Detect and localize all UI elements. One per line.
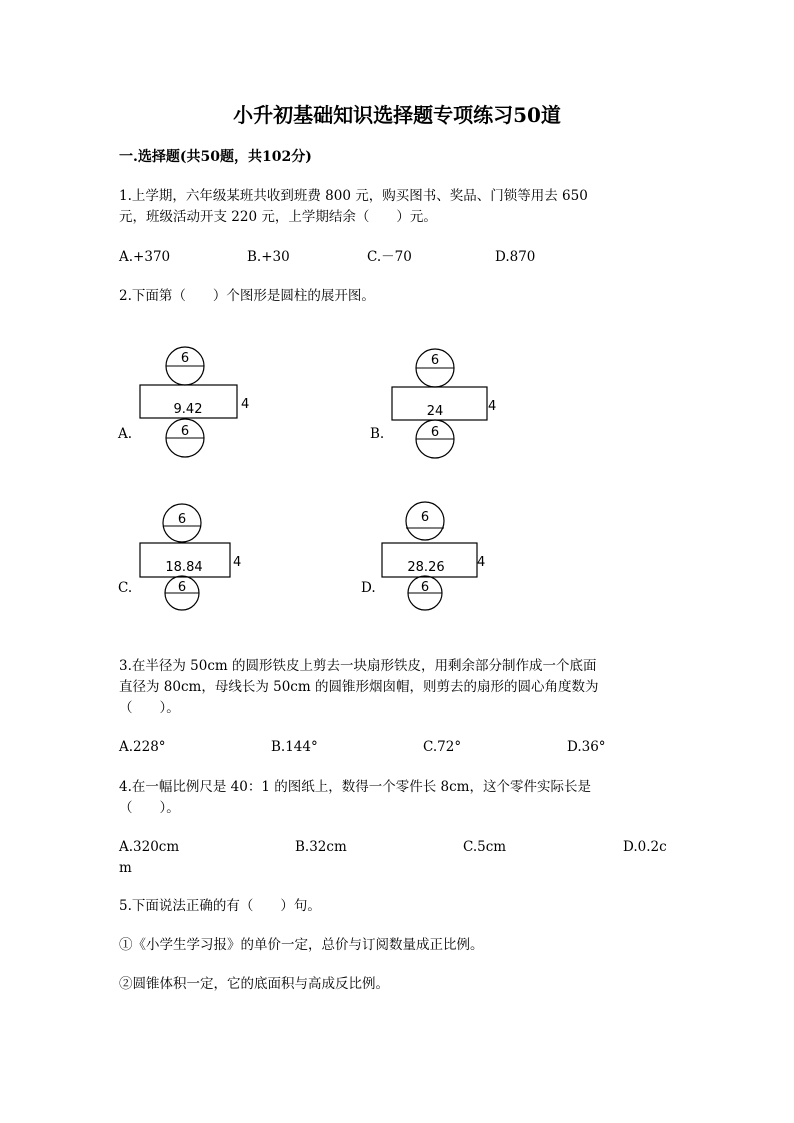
bottom-circle-label: 6 (430, 425, 440, 440)
question-3-line-3: （ ）。 (119, 700, 180, 716)
figure-c-label[interactable]: C. (118, 580, 133, 596)
top-circle-label: 6 (177, 512, 187, 527)
figure-c-cylinder-net (115, 505, 255, 605)
question-3-option-c[interactable]: C.72° (423, 739, 462, 755)
rectangle-height-label: 4 (477, 555, 486, 570)
question-4-line-2: （ ）。 (119, 800, 180, 816)
question-1-option-b[interactable]: B.+30 (247, 249, 290, 265)
rectangle-length-label: 9.42 (173, 402, 203, 417)
question-4-option-d[interactable]: D.0.2c (623, 839, 667, 855)
question-1-option-d[interactable]: D.870 (495, 249, 536, 265)
question-3-option-a[interactable]: A.228° (119, 739, 166, 755)
section-heading: 一.选择题(共50题，共102分) (119, 149, 312, 165)
figure-b-label[interactable]: B. (370, 426, 385, 442)
question-4-option-b[interactable]: B.32cm (295, 839, 347, 855)
question-1-option-c[interactable]: C.－70 (367, 249, 412, 265)
question-3-line-2: 直径为 80cm，母线长为 50cm 的圆锥形烟囱帽，则剪去的扇形的圆心角度数为 (119, 679, 599, 695)
rectangle-length-label: 28.26 (407, 560, 445, 575)
question-4-option-d-wrap: m (119, 860, 132, 876)
top-circle-label: 6 (180, 351, 190, 366)
bottom-circle-label: 6 (180, 424, 190, 439)
top-circle-label: 6 (430, 353, 440, 368)
rectangle-height-label: 4 (233, 555, 242, 570)
bottom-circle-label: 6 (177, 580, 187, 595)
top-circle-label: 6 (420, 510, 430, 525)
rectangle-height-label: 4 (488, 399, 497, 414)
question-2-text: 2.下面第（ ）个图形是圆柱的展开图。 (119, 288, 375, 304)
figure-a-cylinder-net (115, 340, 255, 465)
question-1-line-1: 1.上学期，六年级某班共收到班费 800 元，购买图书、奖品、门锁等用去 650 (119, 188, 588, 204)
question-3-option-d[interactable]: D.36° (567, 739, 606, 755)
figure-b-cylinder-net (367, 340, 507, 465)
question-4-option-a[interactable]: A.320cm (119, 839, 180, 855)
question-5-statement-1: ①《小学生学习报》的单价一定，总价与订阅数量成正比例。 (119, 937, 484, 953)
figure-d-cylinder-net (359, 505, 499, 605)
question-5-statement-2: ②圆锥体积一定，它的底面积与高成反比例。 (119, 976, 389, 992)
rectangle-height-label: 4 (241, 397, 250, 412)
question-3-option-b[interactable]: B.144° (271, 739, 318, 755)
page-title: 小升初基础知识选择题专项练习50道 (233, 103, 561, 127)
question-1-option-a[interactable]: A.+370 (119, 249, 171, 265)
question-1-line-2: 元，班级活动开支 220 元，上学期结余（ ）元。 (119, 209, 437, 225)
rectangle-length-label: 24 (426, 404, 444, 419)
question-4-option-c[interactable]: C.5cm (463, 839, 507, 855)
rectangle-length-label: 18.84 (165, 560, 203, 575)
question-5-text: 5.下面说法正确的有（ ）句。 (119, 898, 321, 914)
figure-d-label[interactable]: D. (361, 580, 376, 596)
question-4-line-1: 4.在一幅比例尺是 40：1 的图纸上，数得一个零件长 8cm，这个零件实际长是 (119, 779, 591, 795)
question-3-line-1: 3.在半径为 50cm 的圆形铁皮上剪去一块扇形铁皮，用剩余部分制作成一个底面 (119, 658, 597, 674)
figure-a-label[interactable]: A. (118, 426, 133, 442)
bottom-circle-label: 6 (420, 580, 430, 595)
